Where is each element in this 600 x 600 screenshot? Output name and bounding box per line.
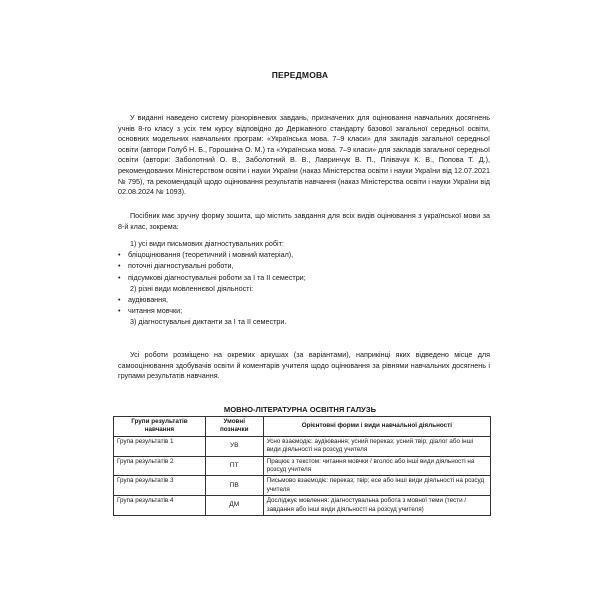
manual-description-paragraph: Посібник має зручну форму зошита, що містить завдання для всіх видів оцінювання з української мови за 8-й клас, зокрема: <box>118 211 490 231</box>
worksheets-paragraph: Усі роботи розміщено на окремих аркушах (за варіантами), наприкінці яких відведено місце для самооцінювання здобувачів освіти й коментарів учителя щодо оцінювання за рівнями навчальних досягнень і групами результатів навчання. <box>118 350 490 381</box>
table-cell: Група результатів 1 <box>114 436 206 456</box>
page-title: ПЕРЕДМОВА <box>271 70 329 80</box>
list-item: 2) різні види мовленнєвої діяльності: <box>130 283 254 293</box>
column-header: Групи результатів навчання <box>114 417 206 437</box>
table-cell: ПТ <box>205 456 263 476</box>
table-cell: Працює з текстом: читання мовчки / вголос або інші види діяльності на розсуд учителя <box>263 456 490 476</box>
results-table <box>113 416 491 516</box>
table-cell: Досліджує мовлення: діагностувальна робота з мовної теми (тести / завдання або інші види діяльності на розсуд учителя) <box>263 496 490 516</box>
table-cell: ПВ <box>205 476 263 496</box>
table-cell: Група результатів 4 <box>114 496 206 516</box>
list-item: • бліцоцінювання (теоретичний і мовний матеріал), <box>118 249 490 260</box>
list-item: 3) діагностувальні диктанти за I та II семестри. <box>130 317 287 327</box>
table-cell: Усно взаємодіє: аудіювання; усний переказ; усний твір; діалог або інші види діяльності на розсуд учителя <box>263 436 490 456</box>
table-cell: ДМ <box>205 496 263 516</box>
list-item: • аудіювання, <box>118 294 490 305</box>
table-cell: Група результатів 2 <box>114 456 206 476</box>
list-item: • читання мовчки; <box>118 305 490 316</box>
table-cell: УВ <box>205 436 263 456</box>
assessment-types-list <box>118 238 490 328</box>
table-row <box>114 456 491 476</box>
table-cell: Письмово взаємодіє: переказ; твір; есе або інші види діяльності на розсуд учителя <box>263 476 490 496</box>
table-header-row <box>114 417 491 437</box>
table-row <box>114 496 491 516</box>
list-item: • підсумкові діагностувальні роботи за I та II семестри; <box>118 272 490 283</box>
column-header: Умовні позначки <box>205 417 263 437</box>
table-cell: Група результатів 3 <box>114 476 206 496</box>
list-item: 1) усі види письмових діагностувальних робіт: <box>130 239 284 248</box>
column-header: Орієнтовні форми і види навчальної діяльності <box>263 417 490 437</box>
table-row <box>114 436 491 456</box>
list-item: • поточні діагностувальні роботи, <box>118 260 490 271</box>
section-title: МОВНО-ЛІТЕРАТУРНА ОСВІТНЯ ГАЛУЗЬ <box>223 405 377 414</box>
intro-paragraph: У виданні наведено систему різнорівневих завдань, призначених для оцінювання навчальних досягнень учнів 8-го класу з усіх тем курсу відповідно до Державного стандарту базової загальної середньої освіти, основних модельних навчальних програм: «Українська мова. 7–9 класи» для закладів загальної середньої освіти (автори Голуб Н. Б., Горошкіна О. М.) та «Українська мова. 7–9 класи» для закладів загальної середньої освіти (автори: Заболотний О. В., Заболотний В. В., Лавринчук В. П., Плівачук К. В., Попова Т. Д.), рекомендованих Міністерством освіти і науки України (наказ Міністерства освіти і науки України від 12.07.2021 № 795), та рекомендацій щодо оцінювання результатів навчання (наказ Міністерства освіти і науки України від 02.08.2024 № 1093). <box>118 113 490 197</box>
table-row <box>114 476 491 496</box>
